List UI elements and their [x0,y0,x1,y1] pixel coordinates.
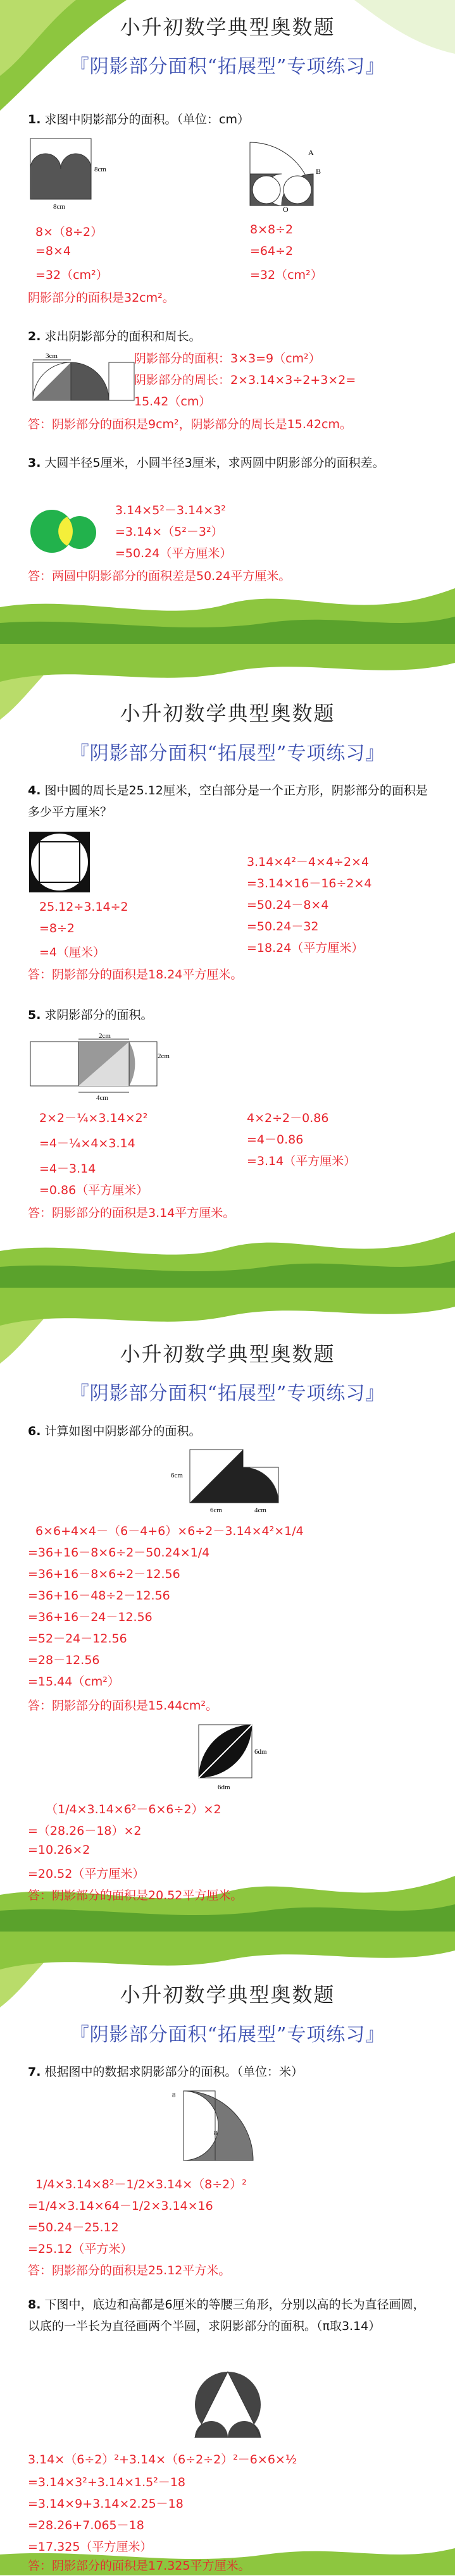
calc-line: =4－0.86 [247,1133,304,1147]
question-4 [28,780,433,823]
page-1 [0,0,455,644]
calc-line: =36+16－8×6÷2－50.24×1/4 [28,1546,210,1560]
answer: 答：阴影部分的面积是9cm²，阴影部分的周长是15.42cm。 [28,417,352,431]
calc-line: =4－¼×4×3.14 [39,1137,135,1150]
calc-line: =10.26×2 [28,1843,90,1857]
calc-line: =4－3.14 [39,1162,96,1176]
calc-line: 25.12÷3.14÷2 [39,900,128,914]
figure-q3-circles [28,506,104,557]
calc-line: =20.52（平方厘米） [28,1867,145,1881]
calc-line: =8×4 [35,244,72,258]
calc-line: =3.14×（5²－3²） [115,525,223,539]
page-3 [0,1288,455,1932]
question-2 [28,326,433,347]
page-subtitle: 『阴影部分面积“拓展型”专项练习』 [70,56,385,78]
answer: 答：阴影部分的面积是3.14平方厘米。 [28,1206,235,1220]
calc-line: 3.14×4²－4×4÷2×4 [247,855,370,869]
figure-q2-semicircle [28,351,139,411]
point-label: B [316,167,321,176]
dim-label: 6cm [171,1472,183,1479]
question-text: 求出阴影部分的面积和周长。 [44,330,201,343]
figure-q5 [28,1033,170,1102]
answer: 答：阴影部分的面积是17.325平方厘米。 [28,2559,251,2573]
calc-line: =50.24－8×4 [247,898,329,912]
dim-label: 2cm [158,1052,170,1060]
figure-q1-square-arcs [28,136,116,211]
figure-q6-squares [171,1446,291,1515]
question-number: 1. [28,113,41,126]
figure-q1-quarter-circle [244,130,332,212]
calc-line: =0.86（平方厘米） [39,1183,149,1197]
page-title: 小升初数学典型奥数题 [120,1983,335,2007]
question-number: 4. [28,784,41,798]
figure-q7 [165,2085,278,2167]
calc-line: =3.14×9+3.14×2.25－18 [28,2497,184,2511]
point-label: O [283,205,289,212]
calc-line: =52－24－12.56 [28,1632,127,1646]
calc-line: =3.14×3²+3.14×1.5²－18 [28,2475,186,2489]
dim-label: 8 [214,2129,218,2137]
page-title: 小升初数学典型奥数题 [120,1342,335,1366]
calc-line: 15.42（cm） [134,395,211,409]
dim-label: 3cm [46,352,58,360]
dim-label: 2cm [99,1033,111,1040]
calc-line: （1/4×3.14×6²－6×6÷2）×2 [46,1803,221,1816]
calc-line: =28－12.56 [28,1653,100,1667]
figure-q4-square-in-circle [28,830,91,894]
calc-line: 8×8÷2 [250,223,294,237]
calc-line: 3.14×5²－3.14×3² [115,503,226,517]
calc-line: =17.325（平方厘米） [28,2540,153,2554]
calc-line: =36+16－8×6÷2－12.56 [28,1567,180,1581]
question-text: 求阴影部分的面积。 [44,1008,153,1022]
calc-line: =64÷2 [250,244,294,258]
dim-label: 6dm [254,1748,267,1756]
calc-line: =50.24－32 [247,920,319,934]
calc-line: 1/4×3.14×8²－1/2×3.14×（8÷2）² [35,2178,247,2191]
page-4 [0,1932,455,2575]
answer: 答：阴影部分的面积是20.52平方厘米。 [28,1889,243,1902]
calc-line: =3.14（平方厘米） [247,1154,356,1168]
answer: 阴影部分的面积是32cm²。 [28,291,175,305]
calc-line: =32（cm²） [250,268,323,282]
question-number: 3. [28,456,41,470]
calc-line: =25.12（平方米） [28,2242,133,2256]
calc-line: 3.14×（6÷2）²+3.14×（6÷2÷2）²－6×6×½ [28,2453,297,2467]
question-text: 求图中阴影部分的面积。（单位：cm） [44,113,249,126]
question-text: 图中圆的周长是25.12厘米，空白部分是一个正方形，阴影部分的面积是多少平方厘米？ [28,784,428,819]
question-number: 8. [28,2298,41,2312]
question-3 [28,452,433,474]
calc-line: =15.44（cm²） [28,1675,120,1689]
calc-line: 2×2－¼×3.14×2² [39,1111,148,1125]
question-1 [28,109,433,130]
calc-line: =3.14×16－16÷2×4 [247,877,372,891]
dim-label: 6cm [210,1507,222,1514]
question-text: 下图中，底边和高都是6厘米的等腰三角形，分别以高的长为直径画圆，以底的一半长为直径画两个半圆，求阴影部分的面积。（π取3.14） [28,2298,425,2333]
question-text: 计算如图中阴影部分的面积。 [44,1424,201,1438]
question-5 [28,1004,433,1026]
figure-q6-leaf [190,1721,272,1796]
point-label: A [308,148,314,157]
page-2 [0,644,455,1288]
calc-line: =18.24（平方厘米） [247,941,364,955]
page-title: 小升初数学典型奥数题 [120,701,335,725]
page-subtitle: 『阴影部分面积“拓展型”专项练习』 [70,743,385,765]
page-subtitle: 『阴影部分面积“拓展型”专项练习』 [70,2024,385,2046]
question-text: 根据图中的数据求阴影部分的面积。（单位：米） [44,2065,304,2079]
page-title: 小升初数学典型奥数题 [120,15,335,39]
dim-label: 4cm [96,1094,108,1102]
calc-line: =28.26+7.065－18 [28,2518,144,2532]
calc-line: 阴影部分的面积：3×3=9（cm²） [134,352,321,366]
dim-label: 8 [172,2092,176,2099]
question-number: 6. [28,1424,41,1438]
calc-line: 6×6+4×4－（6－4+6）×6÷2－3.14×4²×1/4 [35,1524,304,1538]
dim-label: 6dm [218,1784,230,1791]
question-number: 5. [28,1008,41,1022]
dim-label: 8cm [53,203,65,211]
calc-line: =32（cm²） [35,268,108,282]
calc-line: =1/4×3.14×64－1/2×3.14×16 [28,2199,213,2213]
page-subtitle: 『阴影部分面积“拓展型”专项练习』 [70,1383,385,1405]
answer: 答：阴影部分的面积是25.12平方米。 [28,2264,231,2277]
calc-line: 4×2÷2－0.86 [247,1111,329,1125]
calc-line: =（28.26－18）×2 [28,1824,142,1838]
calc-line: =36+16－48÷2－12.56 [28,1589,170,1603]
calc-line: 8×（8÷2） [35,225,103,239]
question-number: 7. [28,2065,41,2079]
answer: 答：阴影部分的面积是15.44cm²。 [28,1699,218,1713]
answer: 答：两圆中阴影部分的面积差是50.24平方厘米。 [28,569,291,583]
figure-q8 [190,2368,266,2444]
dim-label: 4cm [254,1507,266,1514]
question-7 [28,2061,433,2083]
calc-line: 阴影部分的周长：2×3.14×3÷2+3×2= [134,373,356,387]
question-8 [28,2294,433,2337]
calc-line: =4（厘米） [39,946,106,959]
calc-line: =50.24（平方厘米） [115,546,232,560]
answer: 答：阴影部分的面积是18.24平方厘米。 [28,968,243,982]
question-6 [28,1420,433,1442]
calc-line: =50.24－25.12 [28,2221,119,2234]
dim-label: 8cm [94,166,106,173]
question-number: 2. [28,330,41,343]
calc-line: =8÷2 [39,921,75,935]
calc-line: =36+16－24－12.56 [28,1610,153,1624]
question-text: 大圆半径5厘米，小圆半径3厘米，求两圆中阴影部分的面积差。 [44,456,385,470]
